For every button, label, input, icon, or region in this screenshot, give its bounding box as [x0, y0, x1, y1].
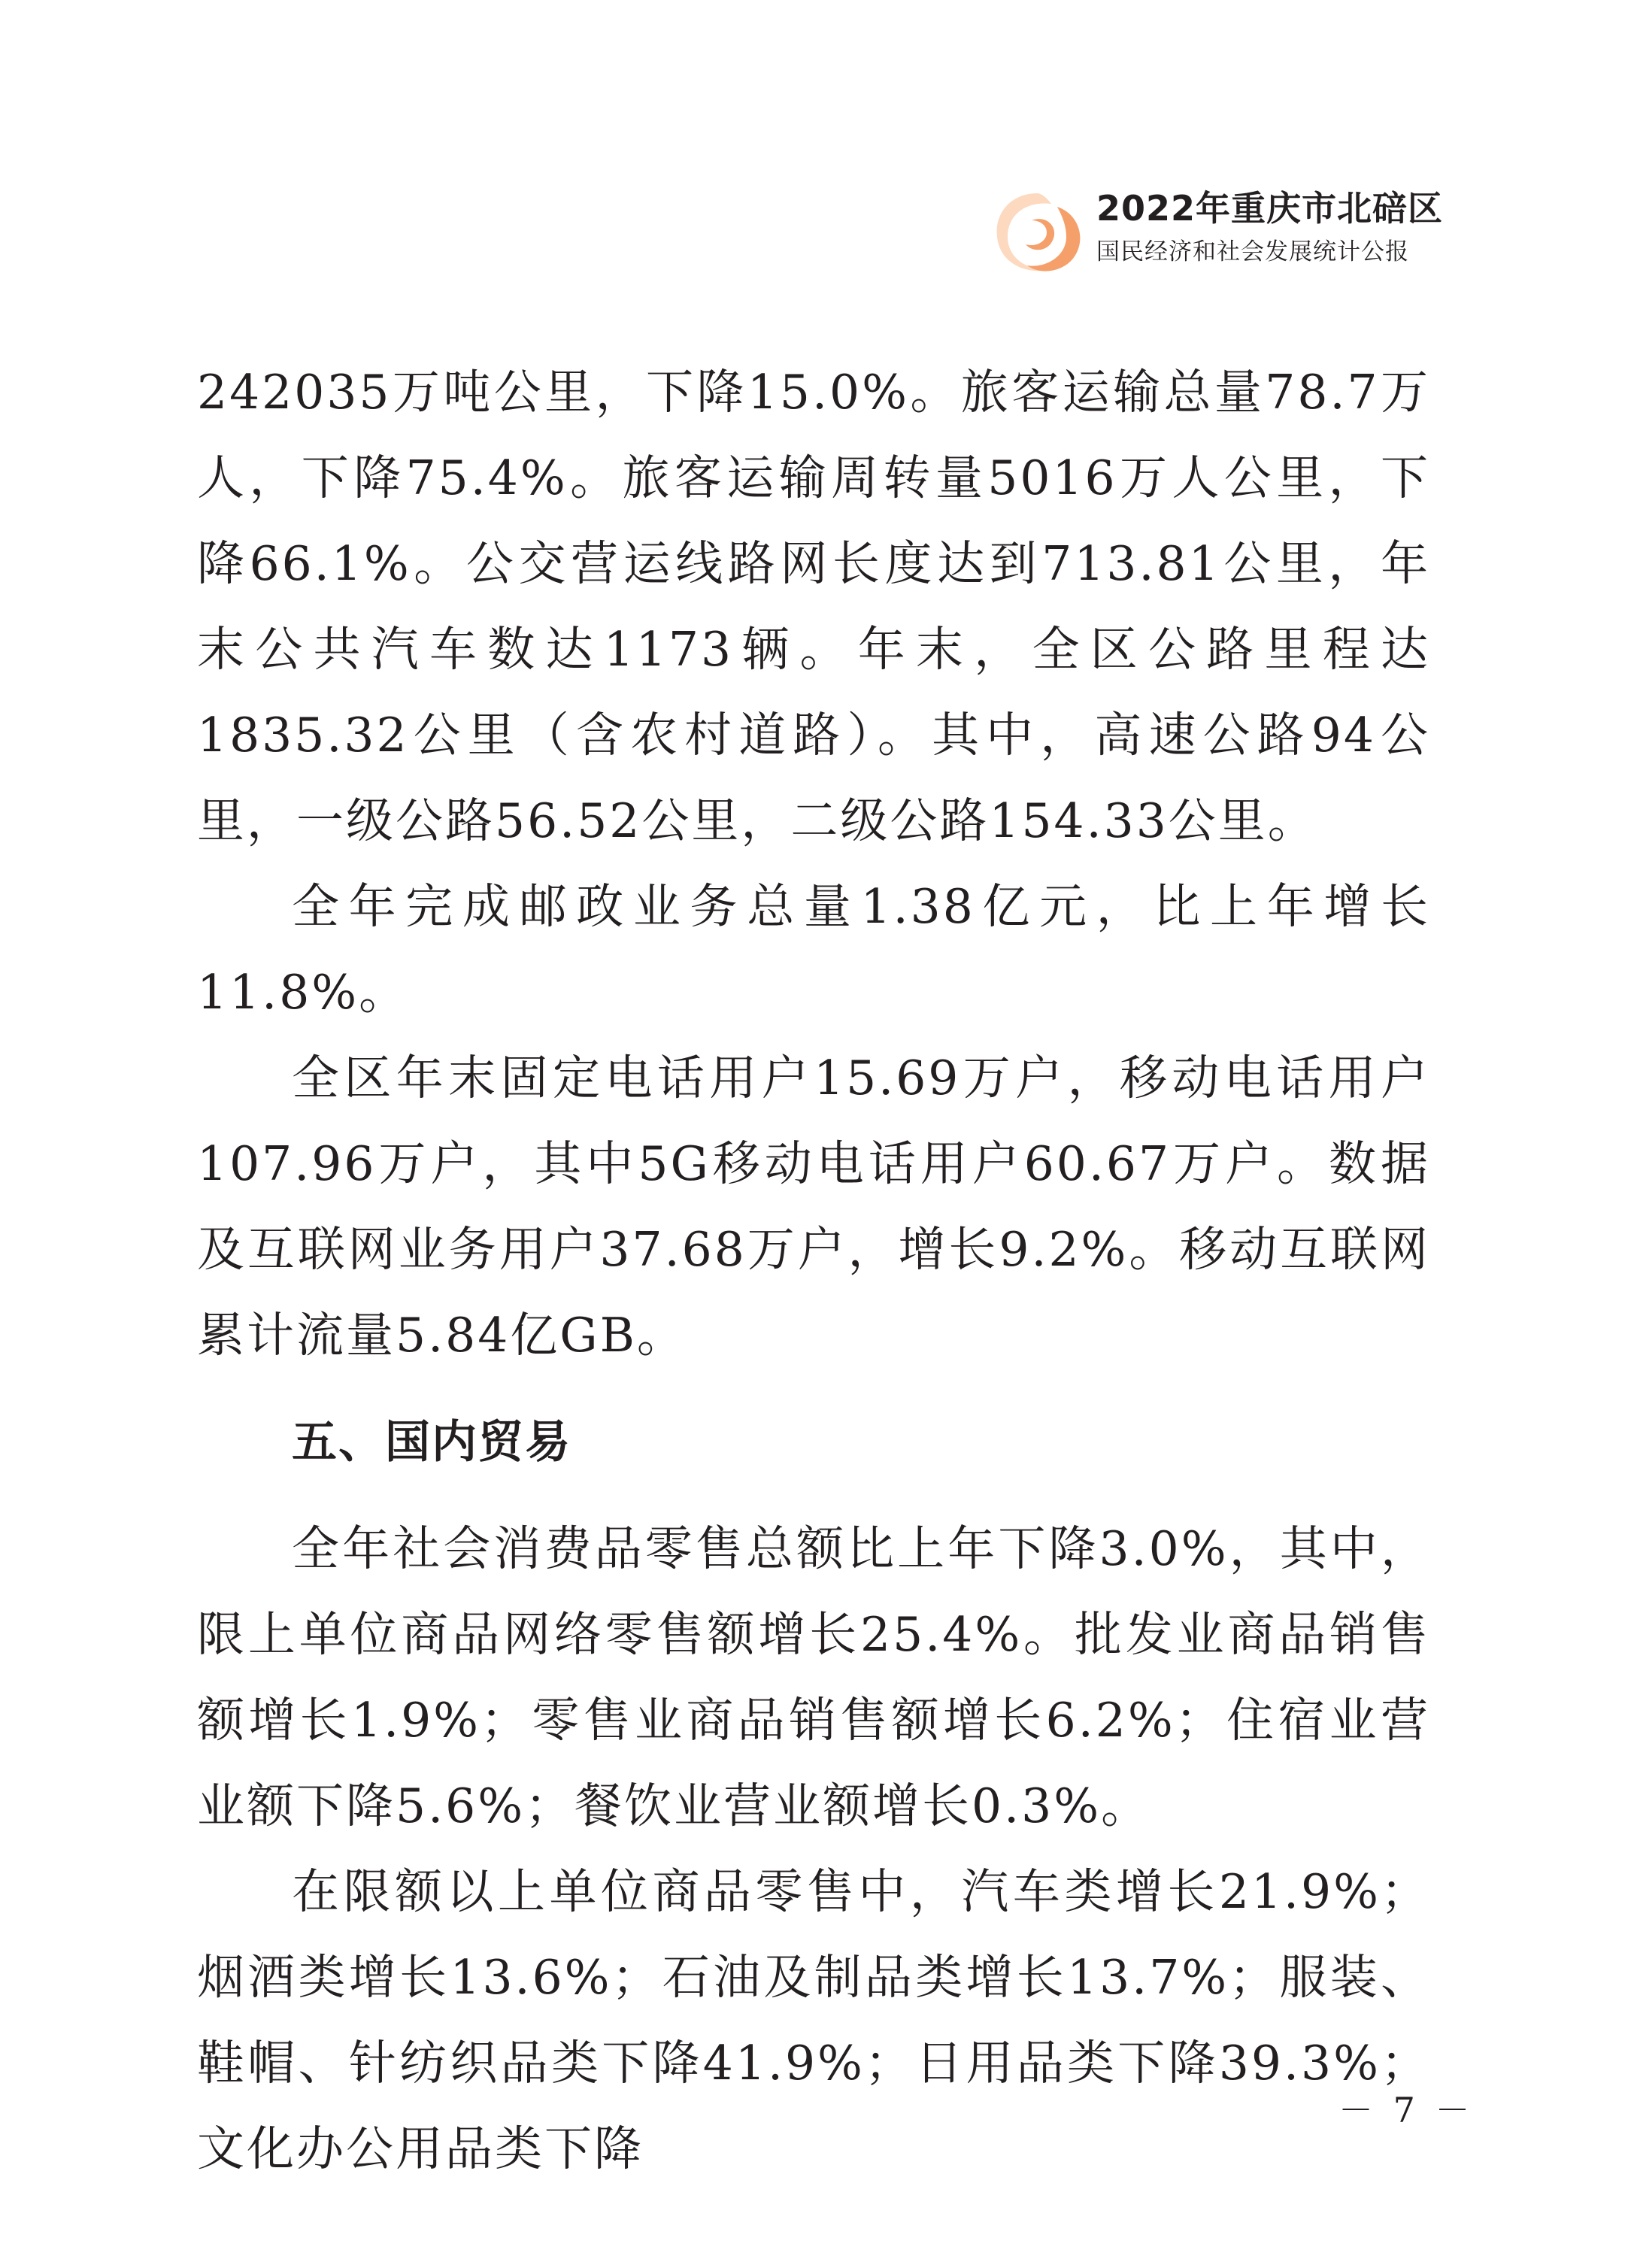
paragraph-retail-sales: 全年社会消费品零售总额比上年下降3.0%，其中，限上单位商品网络零售额增长25.4%。批发业商品销售额增长1.9%；零售业商品销售额增长6.2%；住宿业营业额下降5.6%；餐饮业营业额增长0.3%。 — [197, 1521, 1430, 1833]
paragraph-transport: 242035万吨公里，下降15.0%。旅客运输总量78.7万人，下降75.4%。旅客运输周转量5016万人公里，下降66.1%。公交营运线路网长度达到713.81公里，年末公共汽车数达1173辆。年末，全区公路里程达1835.32公里（含农村道路）。其中，高速公路94公里，一级公路56.52公里，二级公路154.33公里。 — [197, 365, 1430, 848]
paragraph-postal: 全年完成邮政业务总量1.38亿元，比上年增长11.8%。 — [197, 879, 1430, 1020]
page-number: － 7 － — [1338, 2090, 1475, 2130]
report-title: 2022年重庆市北碚区 — [1096, 188, 1444, 229]
section-heading-domestic-trade: 五、国内贸易 — [292, 1416, 571, 1469]
report-logo-icon — [985, 184, 1090, 282]
paragraph-retail-categories: 在限额以上单位商品零售中，汽车类增长21.9%；烟酒类增长13.6%；石油及制品类增长13.7%；服装、鞋帽、针纺织品类下降41.9%；日用品类下降39.3%；文化办公用品类下降 — [197, 1864, 1430, 2176]
paragraph-telecom: 全区年末固定电话用户15.69万户，移动电话用户107.96万户，其中5G移动电话用户60.67万户。数据及互联网业务用户37.68万户，增长9.2%。移动互联网累计流量5.84亿GB。 — [197, 1051, 1430, 1363]
report-subtitle: 国民经济和社会发展统计公报 — [1096, 238, 1409, 265]
report-header — [978, 177, 1459, 274]
page-body — [197, 350, 1430, 2192]
